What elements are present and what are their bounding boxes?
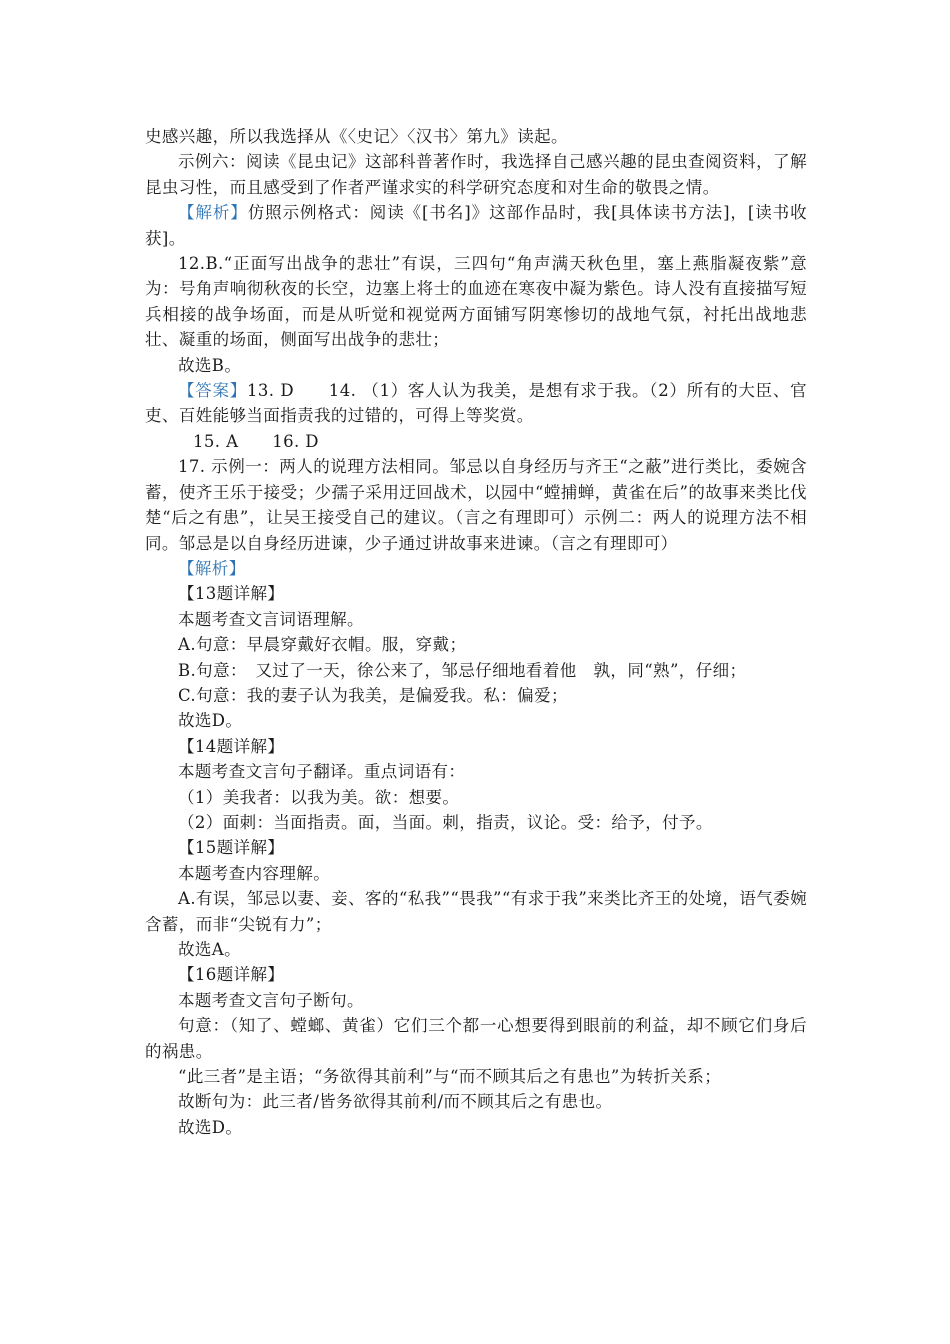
- paragraph-q13-c: C.句意：我的妻子认为我美，是偏爱我。私：偏爱；: [178, 685, 568, 705]
- analysis-tag: 【解析】: [178, 558, 246, 578]
- paragraph-q12-choice: 故选B。: [178, 355, 242, 375]
- paragraph-q14-intro: 本题考查文言句子翻译。重点词语有：: [178, 762, 466, 782]
- heading-q13-detail: 【13题详解】: [178, 584, 285, 604]
- paragraph-q16-intro: 本题考查文言句子断句。: [178, 990, 364, 1010]
- paragraph-q13-intro: 本题考查文言词语理解。: [178, 609, 364, 629]
- paragraph-example-six: 示例六：阅读《昆虫记》这部科普著作时，我选择自己感兴趣的昆虫查阅资料，了解昆虫习性，而且感受到了作者严谨求实的科学研究态度和对生命的敬畏之情。: [145, 152, 807, 197]
- answer-tag: 【答案】: [178, 381, 247, 401]
- answer-text: 13. D 14. （1）客人认为我美，是想有求于我。（2）所有的大臣、官吏、百姓能够当面指责我的过错的，可得上等奖赏。: [145, 381, 807, 426]
- answer-text-body: [145, 124, 807, 1140]
- paragraph-q17: 17. 示例一：两人的说理方法相同。邹忌以自身经历与齐王“之蔽”进行类比，委婉含蓄，使齐王乐于接受；少孺子采用迂回战术，以园中“螳捕蝉，黄雀在后”的故事来类比伐楚“后之有患”，让吴王接受自己的建议。（言之有理即可）示例二：两人的说理方法不相同。邹忌是以自身经历进谏，少子通过讲故事来进谏。（言之有理即可）: [145, 457, 807, 553]
- paragraph-q12: 12.B.“正面写出战争的悲壮”有误，三四句“角声满天秋色里，塞上燕脂凝夜紫”意为：号角声响彻秋夜的长空，边塞上将士的血迹在寒夜中凝为紫色。诗人没有直接描写短兵相接的战争场面，而是从听觉和视觉两方面铺写阴寒惨切的战地气氛，衬托出战地悲壮、凝重的场面，侧面写出战争的悲壮；: [145, 254, 807, 350]
- paragraph-answers: [145, 378, 807, 429]
- analysis-text: 仿照示例格式：阅读《[书名]》这部作品时，我[具体读书方法]，[读书收获]。: [145, 203, 807, 248]
- paragraph-q16-structure: “此三者”是主语；“务欲得其前利”与“而不顾其后之有患也”为转折关系；: [178, 1067, 722, 1087]
- paragraph-q16-meaning: 句意：（知了、螳螂、黄雀）它们三个都一心想要得到眼前的利益，却不顾它们身后的祸患。: [145, 1016, 807, 1061]
- paragraph-analysis-11: [145, 200, 807, 251]
- paragraph-answers-15-16: 15. A 16. D: [193, 431, 319, 451]
- paragraph-q14-item2: （2）面刺：当面指责。面，当面。刺，指责，议论。受：给予，付予。: [178, 812, 713, 832]
- paragraph-q16-choice: 故选D。: [178, 1117, 243, 1137]
- paragraph-q15-a: A.有误，邹忌以妻、妾、客的“私我”“畏我”“有求于我”来类比齐王的处境，语气委婉含蓄，而非“尖锐有力”；: [145, 889, 807, 934]
- analysis-tag: 【解析】: [178, 203, 248, 223]
- paragraph-q13-b: B.句意： 又过了一天，徐公来了，邹忌仔细地看着他 孰，同“熟”，仔细；: [178, 660, 747, 680]
- paragraph-q13-a: A.句意：早晨穿戴好衣帽。服，穿戴；: [178, 635, 467, 655]
- heading-q16-detail: 【16题详解】: [178, 965, 285, 985]
- paragraph-q14-item1: （1）美我者：以我为美。欲：想要。: [178, 787, 460, 807]
- heading-q15-detail: 【15题详解】: [178, 838, 285, 858]
- paragraph-q16-result: 故断句为：此三者/皆务欲得其前利/而不顾其后之有患也。: [178, 1092, 613, 1112]
- paragraph-q15-choice: 故选A。: [178, 940, 242, 959]
- paragraph-analysis-heading: [145, 556, 807, 581]
- paragraph-q13-choice: 故选D。: [178, 711, 243, 731]
- paragraph-q15-intro: 本题考查内容理解。: [178, 863, 331, 883]
- heading-q14-detail: 【14题详解】: [178, 736, 285, 756]
- paragraph-continuation: 史感兴趣，所以我选择从《〈史记〉〈汉书〉第九》读起。: [145, 127, 568, 146]
